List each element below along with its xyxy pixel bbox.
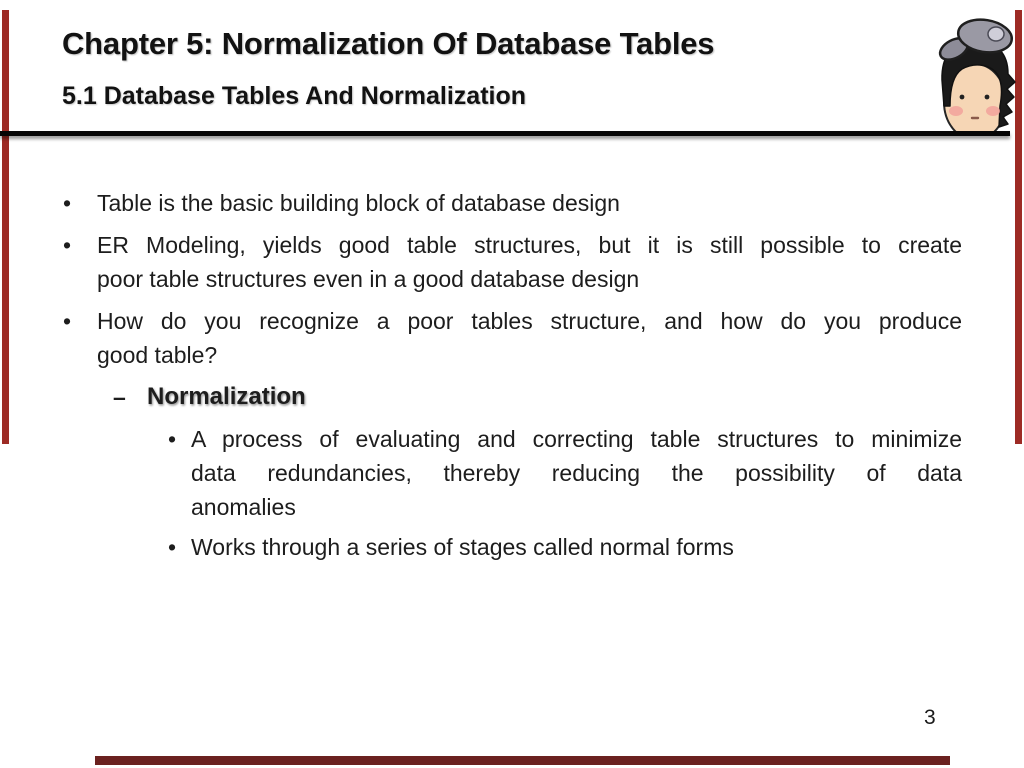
sub-bullet-item (113, 380, 962, 414)
text-line: A process of evaluating and correcting table structures to minimize (191, 426, 962, 452)
bullet-marker: • (63, 190, 72, 216)
sub-bullet-text (147, 380, 962, 414)
bullet-item (63, 304, 962, 372)
sub-sub-bullet-item (168, 530, 962, 564)
sub-sub-bullet-item (168, 422, 962, 524)
bullet-marker: • (63, 308, 72, 334)
bullet-text (97, 304, 962, 372)
bullet-text (97, 228, 962, 296)
text-line: ER Modeling, yields good table structures, but it is still possible to create (97, 232, 962, 258)
text-line: anomalies (191, 494, 296, 520)
header-divider-line (0, 131, 1010, 136)
bullet-text (191, 422, 962, 524)
bullet-marker: • (63, 232, 72, 258)
bullet-text (191, 530, 962, 564)
text-line: good table? (97, 342, 218, 368)
slide-title: Chapter 5: Normalization Of Database Tables (62, 26, 715, 61)
text-line: data redundancies, thereby reducing the possibility of data (191, 460, 962, 486)
text-line: Normalization (147, 383, 306, 410)
text-line: How do you recognize a poor tables structure, and how do you produce (97, 308, 962, 334)
bullet-item (63, 186, 962, 220)
slide-body (0, 186, 1024, 570)
bullet-text (97, 186, 962, 220)
text-line: poor table structures even in a good database design (97, 266, 640, 292)
slide-subtitle: 5.1 Database Tables And Normalization (62, 82, 527, 110)
text-line: Works through a series of stages called normal forms (191, 534, 734, 560)
bullet-marker: • (168, 534, 177, 560)
text-line: Table is the basic building block of database design (97, 190, 620, 216)
bullet-marker: • (168, 426, 177, 452)
dash-marker: – (113, 384, 126, 410)
bottom-accent-bar (95, 756, 950, 765)
kid-with-cap-icon (928, 10, 1020, 132)
bullet-item (63, 228, 962, 296)
page-number: 3 (924, 706, 936, 729)
